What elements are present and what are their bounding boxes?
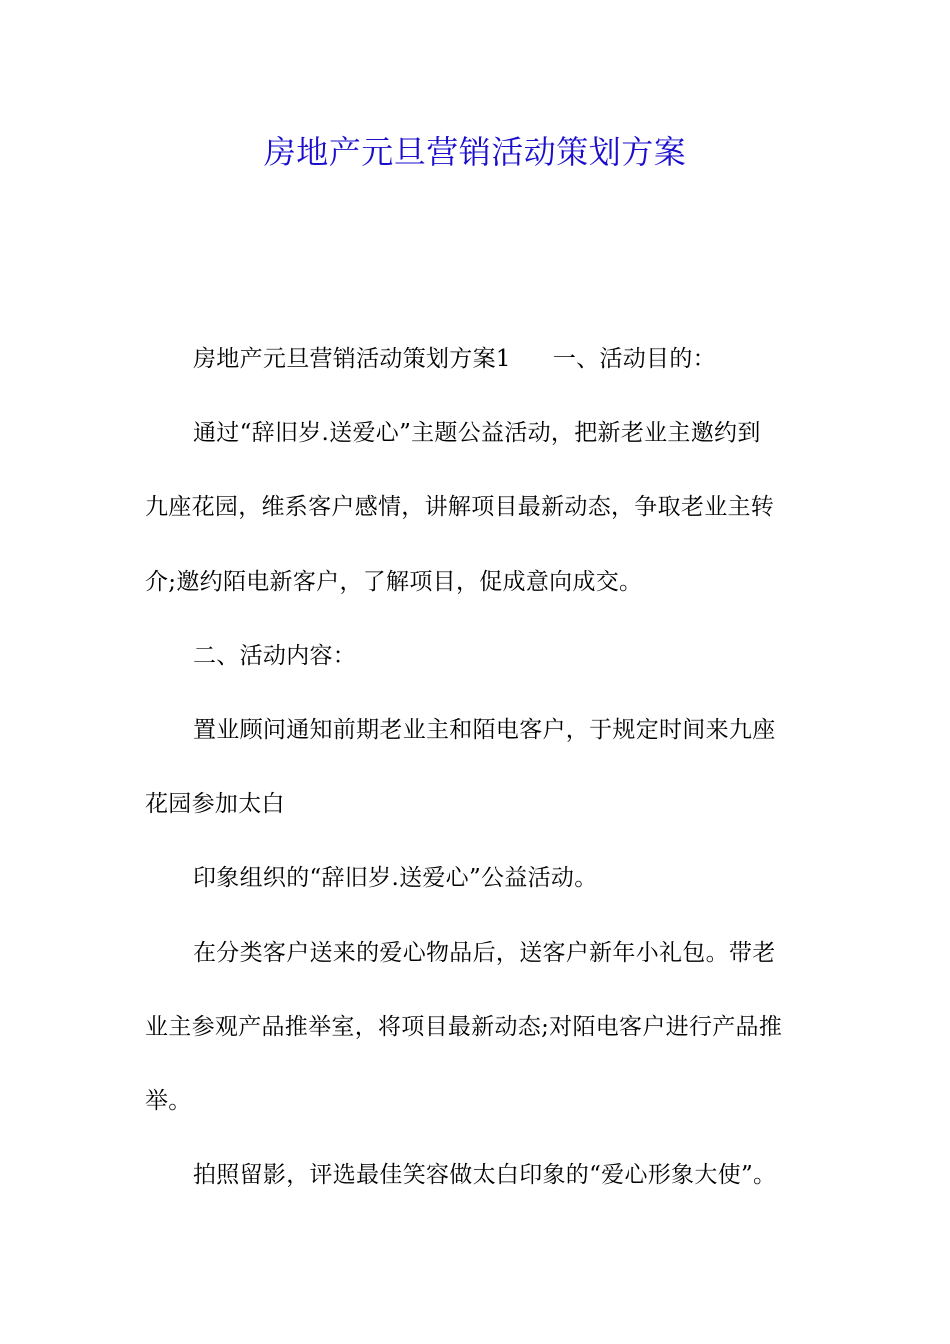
paragraph-line: 印象组织的“辞旧岁.送爱心”公益活动。 bbox=[193, 865, 598, 892]
section-heading-purpose: 一、活动目的： bbox=[552, 346, 716, 372]
document-body bbox=[145, 336, 810, 1226]
paragraph-heading-line bbox=[145, 336, 810, 410]
paragraph-line: 在分类客户送来的爱心物品后，送客户新年小礼包。带老 bbox=[193, 939, 776, 966]
plan-heading: 房地产元旦营销活动策划方案1 bbox=[193, 346, 511, 372]
paragraph-line: 置业顾问通知前期老业主和陌电客户，于规定时间来九座 bbox=[193, 716, 776, 743]
paragraph-line: 通过“辞旧岁.送爱心”主题公益活动，把新老业主邀约到 bbox=[193, 420, 761, 447]
paragraph-line: 花园参加太白 bbox=[145, 791, 285, 818]
paragraph-line: 业主参观产品推举室，将项目最新动态;对陌电客户进行产品推 bbox=[145, 1013, 783, 1040]
paragraph-line: 介;邀约陌电新客户，了解项目，促成意向成交。 bbox=[145, 568, 643, 595]
paragraph-line: 拍照留影，评选最佳笑容做太白印象的“爱心形象大使”。 bbox=[193, 1162, 777, 1189]
section-heading-content: 二、活动内容： bbox=[193, 642, 357, 669]
paragraph-line: 举。 bbox=[145, 1087, 192, 1114]
paragraph-line: 九座花园，维系客户感情，讲解项目最新动态，争取老业主转 bbox=[145, 494, 775, 521]
document-title: 房地产元旦营销活动策划方案 bbox=[263, 133, 687, 171]
